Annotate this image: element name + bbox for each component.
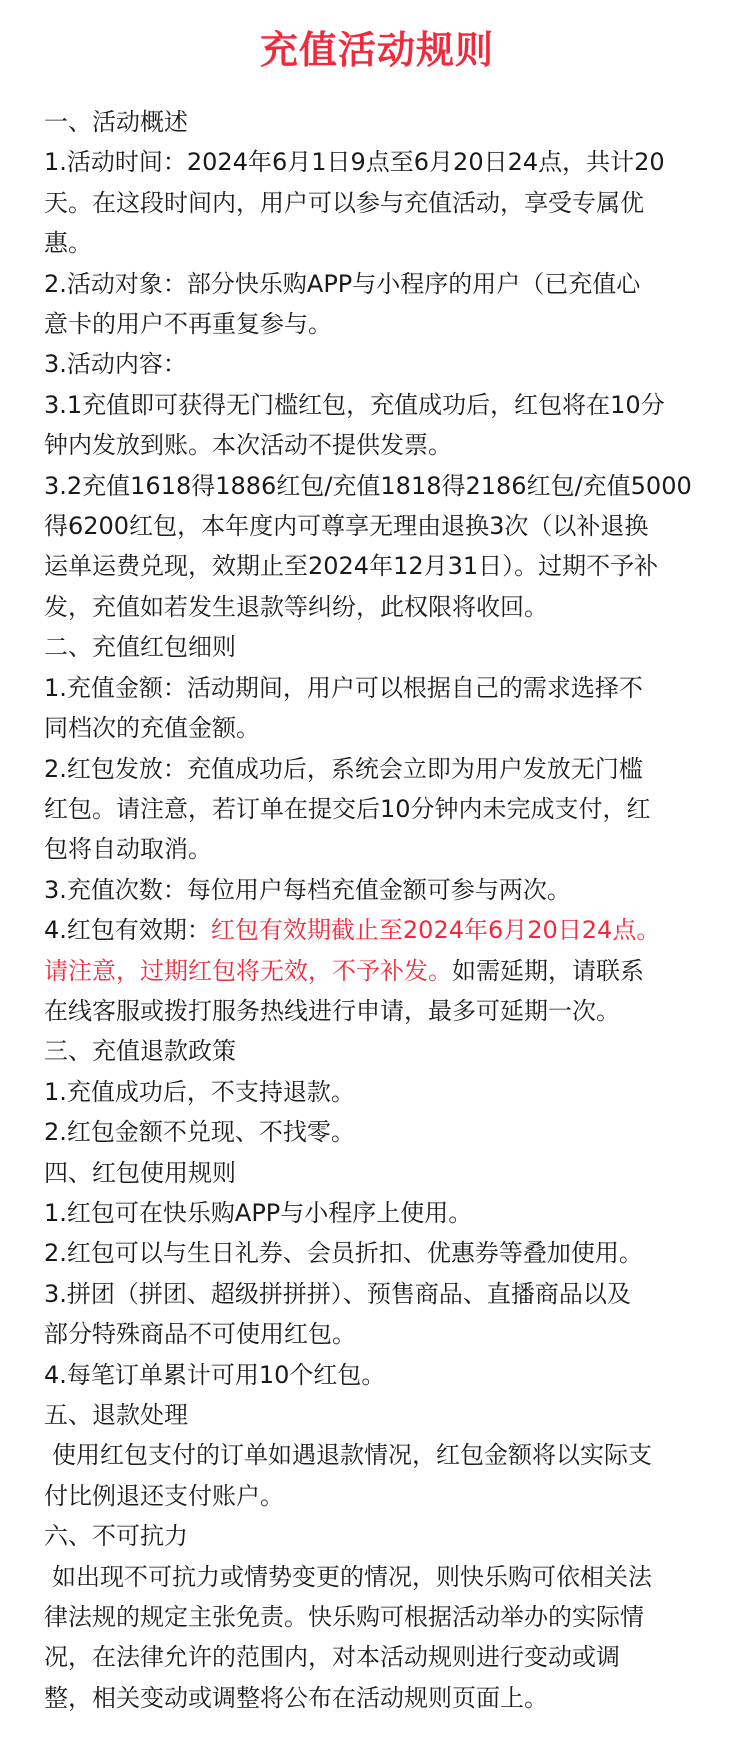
rule-line: 部分特殊商品不可使用红包。 — [44, 1320, 356, 1349]
expiry-warning-highlight: 请注意，过期红包将无效，不予补发。 — [44, 956, 452, 985]
section-heading-overview: 一、活动概述 — [44, 108, 188, 136]
rule-line: 1.红包可在快乐购APP与小程序上使用。 — [44, 1198, 473, 1227]
rule-line: 3.充值次数：每位用户每档充值金额可参与两次。 — [44, 875, 571, 904]
rule-line: 惠。 — [44, 229, 92, 258]
rule-line-validity — [44, 910, 710, 950]
section-heading-force-majeure: 六、不可抗力 — [44, 1522, 188, 1551]
rule-line: 发，充值如若发生退款等纠纷，此权限将收回。 — [44, 592, 548, 621]
rule-line: 整，相关变动或调整将公布在活动规则页面上。 — [44, 1683, 548, 1712]
rule-line: 2.红包金额不兑现、不找零。 — [44, 1118, 355, 1147]
section-heading-usage-rules: 四、红包使用规则 — [44, 1158, 236, 1187]
rule-line: 运单运费兑现，效期止至2024年12月31日）。过期不予补 — [44, 552, 659, 581]
rule-line: 在线客服或拨打服务热线进行申请，最多可延期一次。 — [44, 996, 620, 1025]
section-heading-refund-policy: 三、充值退款政策 — [44, 1037, 236, 1066]
rule-line: 3.活动内容： — [44, 350, 187, 379]
rule-line: 1.活动时间：2024年6月1日9点至6月20日24点，共计20 — [44, 148, 665, 177]
rule-line: 包将自动取消。 — [44, 835, 212, 864]
rule-line-validity-note — [44, 951, 710, 991]
rule-line: 如出现不可抗力或情势变更的情况，则快乐购可依相关法 — [52, 1562, 652, 1591]
rule-line: 律法规的规定主张免责。快乐购可根据活动举办的实际情 — [44, 1603, 644, 1632]
section-heading-refund-handling: 五、退款处理 — [44, 1401, 188, 1429]
page-title: 充值活动规则 — [259, 28, 494, 72]
validity-label: 4.红包有效期： — [44, 916, 211, 945]
rule-line: 同档次的充值金额。 — [44, 714, 260, 743]
rule-line: 钟内发放到账。本次活动不提供发票。 — [44, 431, 452, 460]
rule-line: 3.拼团（拼团、超级拼拼拼）、预售商品、直播商品以及 — [44, 1279, 631, 1308]
rule-line: 得6200红包，本年度内可尊享无理由退换3次（以补退换 — [44, 512, 649, 541]
rule-line: 3.2充值1618得1886红包/充值1818得2186红包/充值5000 — [44, 471, 692, 500]
rule-line: 2.活动对象：部分快乐购APP与小程序的用户（已充值心 — [44, 269, 641, 298]
rule-line: 红包。请注意，若订单在提交后10分钟内未完成支付，红 — [44, 794, 651, 823]
rule-line: 使用红包支付的订单如遇退款情况，红包金额将以实际支 — [52, 1441, 652, 1470]
rule-line: 1.充值金额：活动期间，用户可以根据自己的需求选择不 — [44, 673, 643, 702]
rule-line: 意卡的用户不再重复参与。 — [44, 310, 332, 339]
rule-line: 3.1充值即可获得无门槛红包，充值成功后，红包将在10分 — [44, 390, 665, 419]
rule-line: 2.红包发放：充值成功后，系统会立即为用户发放无门槛 — [44, 754, 643, 783]
extension-note: 如需延期，请联系 — [452, 956, 644, 985]
rule-line: 1.充值成功后，不支持退款。 — [44, 1077, 355, 1106]
rule-line: 付比例退还支付账户。 — [44, 1481, 284, 1510]
rules-content — [44, 102, 710, 1718]
rule-line: 天。在这段时间内，用户可以参与充值活动，享受专属优 — [44, 188, 644, 217]
validity-highlight: 红包有效期截止至2024年6月20日24点。 — [210, 916, 661, 945]
section-heading-redpacket-rules: 二、充值红包细则 — [44, 633, 236, 662]
rule-line: 4.每笔订单累计可用10个红包。 — [44, 1360, 386, 1389]
rule-line: 2.红包可以与生日礼券、会员折扣、优惠券等叠加使用。 — [44, 1239, 643, 1268]
rule-line: 况，在法律允许的范围内，对本活动规则进行变动或调 — [44, 1643, 620, 1672]
